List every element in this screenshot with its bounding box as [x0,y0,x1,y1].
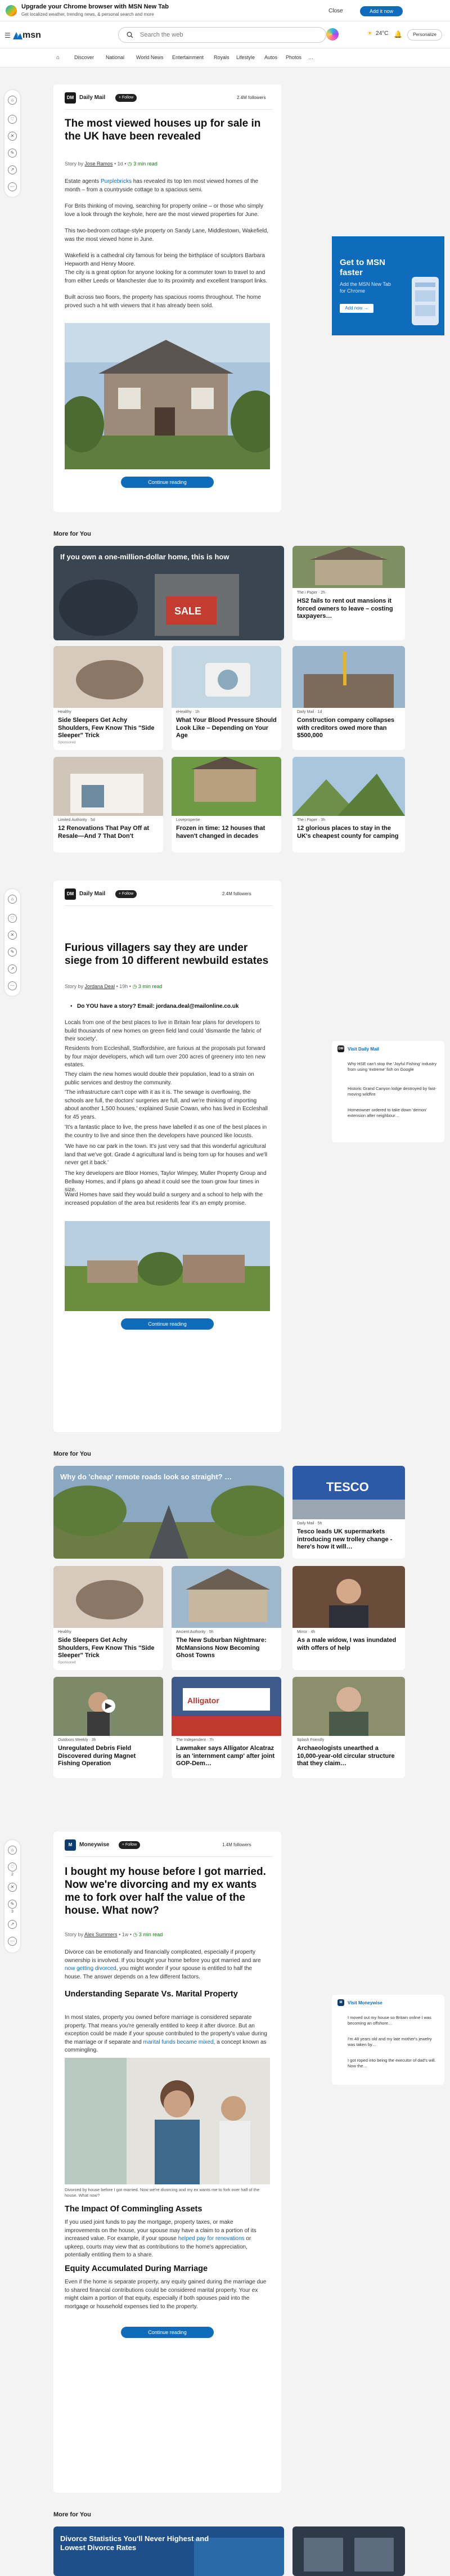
weather-temp[interactable]: 24°C [376,30,389,37]
couple-photo [65,2058,270,2184]
comment-icon[interactable]: ✎ [8,149,17,158]
like-icon[interactable]: ♡ [8,1863,17,1872]
news-tile[interactable] [292,546,405,640]
tile-title: Archaeologists unearthed a 10,000-year-old circular structure that they claim… [297,1745,395,1767]
more-icon[interactable]: ⋯ [8,182,17,191]
article-card-1 [53,84,281,512]
ad-button[interactable]: Add now → [340,304,374,313]
more-for-you-heading: More for You [53,1451,91,1457]
like-count: 2 [11,1873,14,1877]
msn-logo-icon[interactable] [11,29,24,42]
tile-source: Mirror · 4h [297,1630,316,1634]
news-tile[interactable] [292,646,405,750]
tile-image [292,646,405,708]
tile-source: The Independent · 7h [176,1738,214,1742]
publisher-name[interactable]: Daily Mail [79,95,106,101]
text: , you might wonder if your spouse is entitled to half the house. The answer depends on a few different factors. [65,1965,252,1980]
daily-mail-logo-icon: DM [65,888,76,900]
paragraph: 'The infrastructure can't cope with it as it is. The sewage is overflowing, the schools are full, the doctors' surgeries are full, and we're thinking of importing about another 1,500 houses,' explained Susie Cowan, who has lived in Eccleshall for 45 years. [65,1089,268,1120]
article-card-3 [53,1832,281,2493]
sponsored-label: Sponsored [58,1661,76,1664]
search-bar[interactable] [118,27,326,43]
tile-image [53,1677,163,1736]
divider [65,1856,273,1857]
hero-title: Divorce Statistics You'll Never Highest and Lowest Divorce Rates [60,2534,209,2552]
dislike-icon[interactable]: ✕ [8,931,17,940]
clock-icon: ◷ [132,984,137,989]
inline-link[interactable]: now getting divorced [65,1965,116,1972]
tile-image [292,1466,405,1519]
nav-home-icon[interactable]: ⌂ [56,55,60,61]
share-icon[interactable]: ↗ [8,165,17,174]
text: , a concept known as commingling. [65,2039,267,2053]
paragraph: 'It's a fantastic place to live, the press have labelled it as one of the best places in the country to live and since then the developers have pounced like locusts. [65,1124,267,1139]
paragraph: This two-bedroom cottage-style property on Sandy Lane, Middlestown, Wakefield, was the most viewed home in June. [65,228,269,243]
hero-title: If you own a one-million-dollar home, this is how [60,553,230,561]
read-time: 3 min read [133,161,158,167]
byline-prefix: Story by [65,984,84,989]
clock-icon: ◷ [127,161,132,167]
news-tile[interactable] [292,1677,405,1778]
nav-item-royals[interactable]: Royals [214,55,230,60]
tile-title: 12 Renovations That Pay Off at Resale—And 7 That Don't [58,825,149,840]
image-caption: Divorced by house before I got married. Now we're divorcing and my ex wants me to fork over half of the house. What now? [65,2187,260,2198]
share-icon[interactable]: ↗ [8,964,17,973]
more-for-you-heading: More for You [53,2511,91,2518]
copilot-icon[interactable] [326,28,339,41]
chrome-logo-icon [6,5,17,16]
news-tile[interactable] [292,1466,405,1559]
divider [65,109,273,110]
text: Divorce can be emotionally and financially complicated, especially if property ownership is involved. If you bought your home before you got married and are [65,1949,261,1964]
home-icon[interactable]: ⌂ [8,895,17,904]
text: Estate agents [65,178,101,185]
section-heading: Understanding Separate Vs. Marital Property [65,1990,238,1999]
follow-button[interactable]: + Follow [115,890,137,898]
nav-more-icon[interactable]: … [308,55,313,60]
news-tile[interactable] [53,1677,163,1778]
bell-icon[interactable]: 🔔 [394,30,402,38]
tile-title: As a male widow, I was inundated with offers of help [297,1637,397,1651]
divider [65,905,273,906]
banner-add-button[interactable]: Add it now [360,6,403,16]
inline-link[interactable]: helped pay for renovations [178,2236,245,2242]
comment-count: 3 [11,1910,14,1914]
article-age: • 1w • [119,1932,132,1937]
tile-source: Healthy [58,1630,71,1634]
action-rail-3 [4,1840,20,1953]
continue-reading-button[interactable]: Continue reading [121,477,214,488]
tile-source: Daily Mail · 5h [297,1522,322,1525]
phone-mockup-icon [411,276,440,326]
paragraph: For Brits thinking of moving, searching for property online – or those who simply love a look through the keyhole, here are the most viewed properties for June. [65,203,263,218]
comment-icon[interactable]: ✎ [8,1900,17,1909]
home-icon[interactable]: ⌂ [8,96,17,105]
svg-text:SALE: SALE [174,605,202,617]
tile-image [292,757,405,816]
paragraph: Wakefield is a cathedral city famous for being the birthplace of sculptors Barbara Hepworth and Henry Moore. [65,253,265,267]
tile-title: HS2 fails to rent out mansions it forced owners to leave – costing taxpayers… [297,598,393,620]
tile-source: The i Paper · 2h [297,591,326,595]
paragraph: Ward Homes have said they would build a surgery and a school to help with the increased population of the area but residents fear it's an empty promise. [65,1192,263,1206]
tile-title: Construction company collapses with creditors owed more than $500,000 [297,717,394,739]
follower-count: 2.4M followers [222,891,251,896]
tile-title: Lawmaker says Alligator Alcatraz is an 'internment camp' after joint GOP-Dem… [176,1745,275,1767]
moneywise-logo-icon: M [338,1999,344,2006]
article-title: The most viewed houses up for sale in the UK have been revealed [65,118,261,142]
cottage-photo [65,323,270,469]
tile-source: The i Paper · 3h [297,818,326,822]
nav-item-world-news[interactable]: World News [136,55,164,60]
tile-title: Frozen in time: 12 houses that haven't changed in decades [176,825,266,840]
sidebar-story-link[interactable]: I'm 48 years old and my late mother's jewelry was taken by… [348,2036,432,2047]
sidebar-story-link[interactable]: Why HSE can't stop the 'Joyful Fishing' industry from using 'extreme' fish on Google [348,1061,437,1072]
tile-source: Splash Friendly [297,1738,325,1742]
moneywise-logo-icon: M [65,1839,76,1851]
paragraph: The city is a great option for anyone looking for a commuter town to travel to and from either Leeds or Manchester due to its proximity and excellent transport links. [65,270,268,284]
article-age: • 19h • [116,984,131,989]
tile-image [172,757,281,816]
author-link[interactable]: Alex Summers [84,1932,118,1937]
publisher-name[interactable]: Daily Mail [79,891,106,897]
follower-count: 1.4M followers [222,1842,251,1847]
sidebar-story-link[interactable]: Historic Grand Canyon lodge destroyed by fast-moving wildfire [348,1086,436,1097]
tile-source: Outdoors Weekly · 3h [58,1738,96,1742]
tile-title: What Your Blood Pressure Should Look Like – Depending on Your Age [176,717,277,739]
text: If you used joint funds to pay the mortgage, property taxes, or make improvements on the house, your spouse may have a claim to a portion of its increased value. For example, if your spouse [65,2219,256,2242]
paragraph: Residents from Eccleshall, Staffordshire, are furious at the proposals put forward by four major developers, which will turn over 200 acres of greenery into ten new estates. [65,1045,266,1068]
continue-reading-button[interactable]: Continue reading [121,1318,214,1330]
tile-image [172,646,281,708]
article-card-2 [53,881,281,1432]
news-tile[interactable] [172,1566,281,1670]
banner-subtitle: Get localized weather, trending news, & personal search and more [21,12,154,17]
ad-text: Add the MSN New Tab [340,281,391,287]
paragraph [65,2219,270,2260]
weather-icon: ☀ [367,29,373,37]
daily-mail-logo-icon: DM [338,1045,344,1052]
msn-logo-text[interactable]: msn [22,30,41,40]
hero-tile[interactable] [53,2526,284,2576]
article-title: Furious villagers say they are under siege from 10 different newbuild estates [65,942,269,967]
tile-title: The New Suburban Nightmare: McMansions Now Becoming Ghost Towns [176,1637,267,1659]
tile-image [292,2526,405,2576]
nav-item-photos[interactable]: Photos [286,55,302,60]
article-title: I bought my house before I got married. Now we're divorcing and my ex wants me to fork over half the value of the house. What now? [65,1866,266,1917]
comment-icon[interactable]: ✎ [8,948,17,957]
paragraph [65,2014,270,2055]
tile-source: Daily Mail · 1d [297,710,322,714]
bullet-dot: • [70,1003,73,1009]
search-placeholder: Search the web [140,32,183,38]
action-rail-2 [4,889,20,996]
follower-count: 2.4M followers [237,95,266,100]
personalize-button[interactable]: Personalize [407,29,442,41]
text: has revealed its top ten most viewed homes of the month – from a countryside cottage to a spacious semi. [65,178,259,193]
paragraph: Locals from one of the best places to live in Britain fear plans for developers to build thousands of new homes on green field land could 'dismantle the fabric of their society'. [65,1020,262,1042]
text: or upkeep, courts may view that as contributions to the home's appreciation, potentially entitling them to a share. [65,2236,251,2258]
more-icon[interactable]: ⋯ [8,1937,17,1946]
visit-publisher-link[interactable]: Visit Moneywise [348,2000,382,2005]
inline-link[interactable]: Purplebricks [100,178,132,185]
news-tile[interactable] [292,1566,405,1670]
sidebar-story-link[interactable]: I moved out my house so Britain online I was becoming an offshore… [348,2015,431,2026]
dislike-icon[interactable]: ✕ [8,132,17,141]
tile-source: eHealthy · 1h [176,710,200,714]
tile-title: Tesco leads UK supermarkets introducing new trolley change - here's how it will… [297,1528,393,1550]
tile-title: 12 glorious places to stay in the UK's cheapest county for camping [297,825,399,840]
publisher-sidebar-box [332,1041,444,1142]
banner-close-button[interactable]: Close [328,8,343,14]
ad-text: for Chrome [340,288,366,294]
tile-image [172,1677,281,1736]
tile-image [292,546,405,588]
news-tile[interactable] [53,1566,163,1670]
dislike-icon[interactable]: ✕ [8,1883,17,1892]
action-rail-1 [4,90,20,197]
sidebar-story-link[interactable]: I got roped into being the executor of dad's will. Now the… [348,2058,436,2068]
author-link[interactable]: Jordana Deal [84,984,115,989]
byline [65,984,162,990]
byline [65,1932,163,1938]
section-heading: The Impact Of Commingling Assets [65,2205,202,2214]
nav-item-lifestyle[interactable]: Lifestyle [236,55,255,60]
svg-text:TESCO: TESCO [326,1480,369,1494]
clock-icon: ◷ [133,1932,138,1937]
nav-item-autos[interactable]: Autos [264,55,278,60]
news-tile[interactable] [172,1677,281,1778]
tile-image [53,646,163,708]
paragraph: Even if the home is separate property, any equity gained during the marriage due to shared financial contributions could be considered marital property. Your ex might claim a portion of that equity, especially if both spouses paid into the mortgage or household expenses tied to the property. [65,2279,267,2310]
tile-image [292,1566,405,1628]
more-icon[interactable]: ⋯ [8,981,17,990]
tile-image [172,1566,281,1628]
paragraph: 'We have no car park in the town. It's just very sad that this wonderful agricultural land that we've got. Grade 4 agricultural land is being torn up for houses and we'll never get it back.' [65,1143,268,1166]
ad-headline: Get to MSN faster [340,258,385,277]
menu-icon[interactable]: ☰ [4,32,11,39]
byline-prefix: Story by [65,1932,84,1937]
news-tile[interactable] [292,757,405,852]
visit-publisher-link[interactable]: Visit Daily Mail [348,1047,379,1052]
read-time: 3 min read [138,1932,163,1937]
byline-prefix: Story by [65,161,84,167]
tile-image [292,1677,405,1736]
home-icon[interactable]: ⌂ [8,1846,17,1855]
sponsored-label: Sponsored [58,741,76,744]
nav-item-national[interactable]: National [106,55,125,60]
publisher-sidebar-box [332,1995,444,2085]
hero-tile[interactable] [53,546,284,640]
read-time: 3 min read [138,984,163,989]
village-photo [65,1221,270,1311]
tile-title: Side Sleepers Get Achy Shoulders, Few Know This "Side Sleeper" Trick [58,1637,155,1659]
search-icon [127,32,133,38]
author-link[interactable]: Jose Ramos [84,161,113,167]
follow-button[interactable]: + Follow [115,94,137,102]
follow-button[interactable]: + Follow [119,1841,140,1849]
top-bar [0,21,450,48]
publisher-name[interactable]: Moneywise [79,1842,110,1848]
tile-source: Lovepropertie [176,818,200,822]
svg-text:Alligator: Alligator [187,1696,219,1705]
tile-image [53,1566,163,1628]
text: In most states, property you owned before marriage is considered separate property. That means you're generally entitled to keep it after divorce. But an exception could be made if your spouse contributed to the property's value during the marriage or if separate and [65,2014,267,2045]
tile-source: Healthy [58,710,71,714]
news-tile[interactable] [53,646,163,750]
tile-title: Side Sleepers Get Achy Shoulders, Few Know This "Side Sleeper" Trick [58,717,155,739]
paragraph [65,178,270,194]
article-age: • 1d • [114,161,127,167]
more-for-you-heading: More for You [53,531,91,537]
hero-tile[interactable] [53,1466,284,1559]
upgrade-banner [0,0,450,21]
tile-source: Limited Authority · 5d [58,818,95,822]
banner-title: Upgrade your Chrome browser with MSN New Tab [21,3,169,10]
section-heading: Equity Accumulated During Marriage [65,2264,208,2273]
daily-mail-logo-icon: DM [65,92,76,104]
byline [65,161,158,167]
paragraph: They claim the new homes would double their population, lead to a strain on public services and destroy the community. [65,1071,254,1086]
continue-reading-button[interactable]: Continue reading [121,2327,214,2338]
news-tile[interactable] [53,757,163,852]
tile-source: Ancient Authority · 5h [176,1630,214,1634]
nav-item-entertainment[interactable]: Entertainment [172,55,204,60]
like-icon[interactable]: ♡ [8,914,17,923]
news-tile[interactable] [172,757,281,852]
msn-ad[interactable] [332,236,444,335]
nav-item-discover[interactable]: Discover [74,55,94,60]
tile-image [53,757,163,816]
paragraph: The key developers are Bloor Homes, Taylor Wimpey, Muller Property Group and Bellway Homes, and if plans go ahead it could see the town grow four times in size. [65,1170,267,1193]
inline-link[interactable]: marital funds became mixed [143,2039,214,2045]
tile-title: Unregulated Debris Field Discovered during Magnet Fishing Operation [58,1745,136,1767]
paragraph [65,1949,270,1981]
share-icon[interactable]: ↗ [8,1920,17,1929]
category-nav [0,48,450,68]
like-icon[interactable]: ♡ [8,115,17,124]
paragraph: Built across two floors, the property has spacious rooms throughout. The home proved such a hit with viewers that it has already been sold. [65,294,261,309]
story-tip-line: Do YOU have a story? Email: jordana.deal@mailonline.co.uk [77,1003,239,1009]
sidebar-story-link[interactable]: Homeowner ordered to take down 'demon' extension after neighbour… [348,1107,427,1118]
news-tile[interactable] [292,2526,405,2576]
news-tile[interactable] [172,646,281,750]
hero-title: Why do 'cheap' remote roads look so straight? … [60,1473,232,1481]
